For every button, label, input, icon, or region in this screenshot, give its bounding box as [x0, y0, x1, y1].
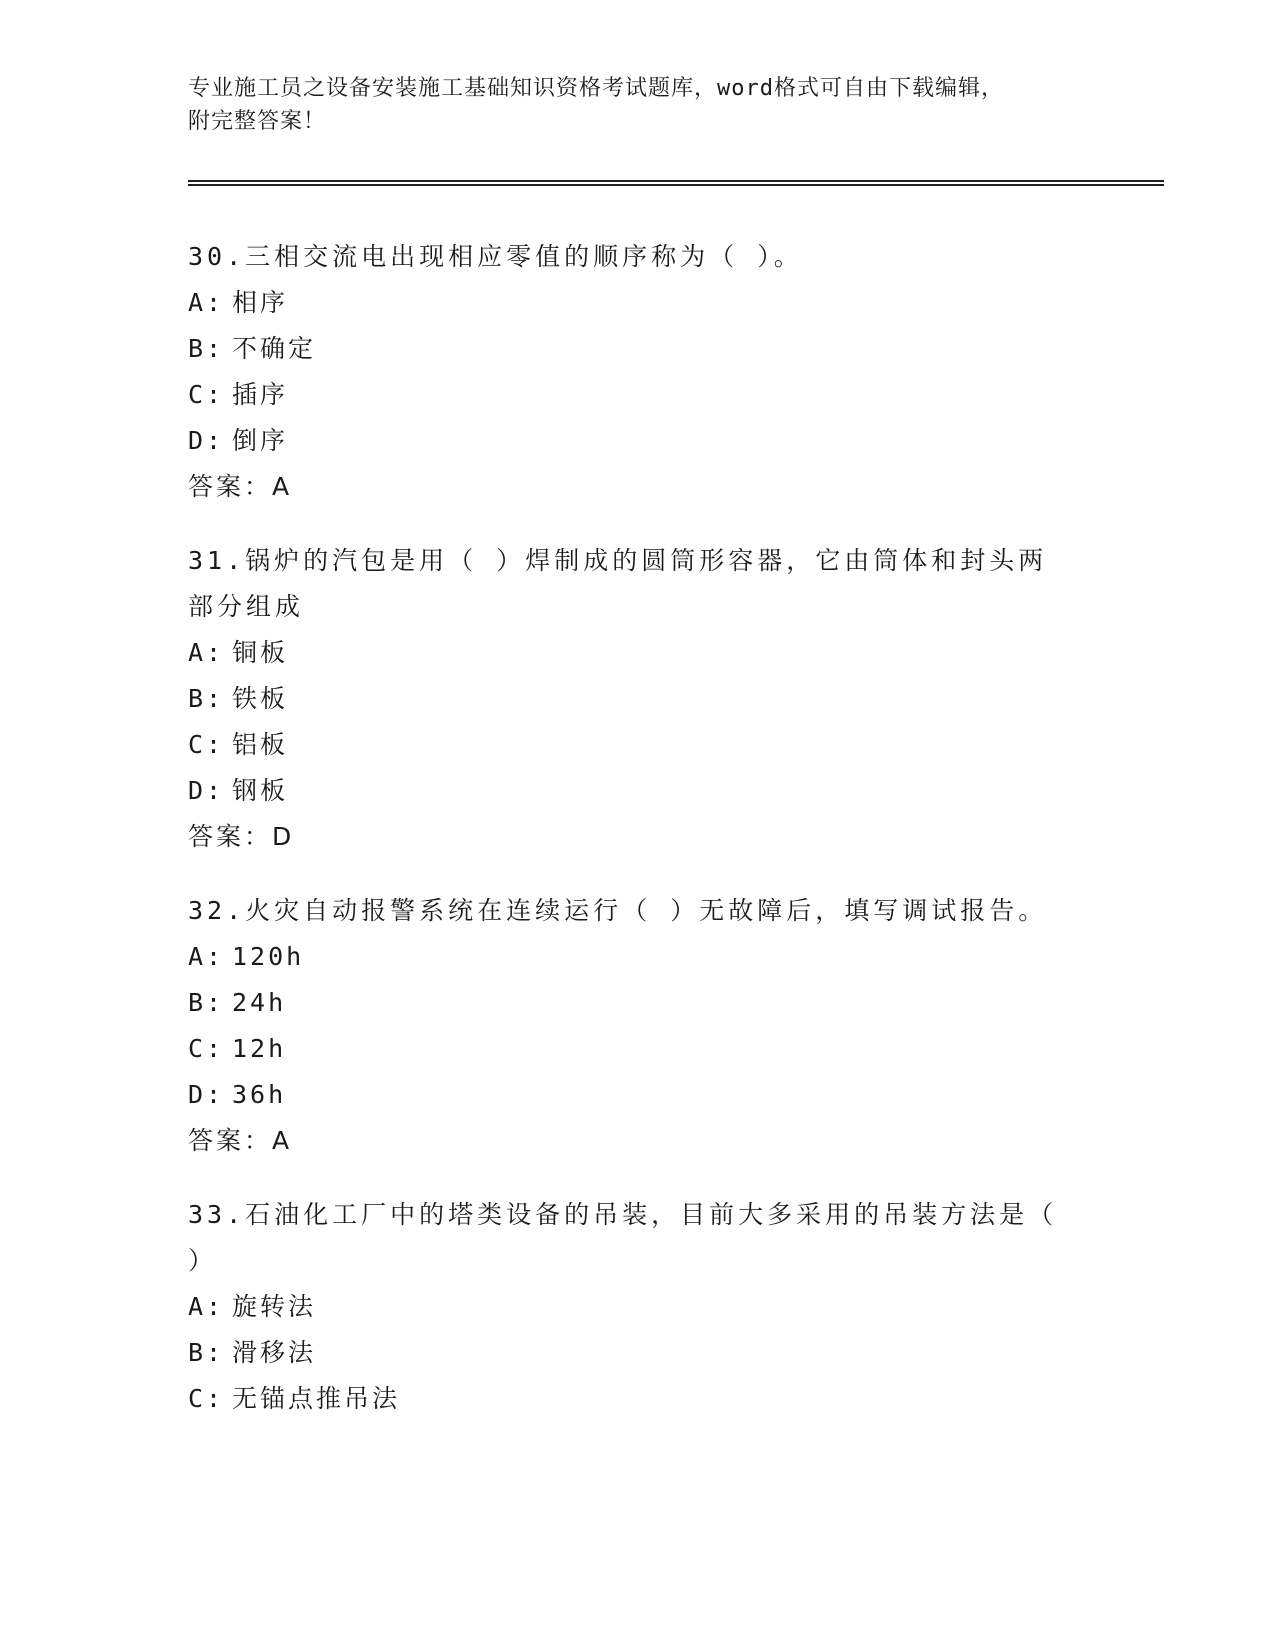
question-stem: 30.三相交流电出现相应零值的顺序称为（ ）。 — [188, 242, 803, 271]
option-text: 120h — [232, 942, 305, 971]
option-text: 旋转法 — [232, 1292, 317, 1321]
question-33 — [188, 1192, 1088, 1422]
document-header — [188, 72, 1068, 138]
option-text: 12h — [232, 1034, 287, 1063]
option-c — [188, 1026, 1088, 1072]
option-letter: D: — [188, 1080, 225, 1109]
option-letter: A: — [188, 638, 225, 667]
question-32 — [188, 888, 1088, 1164]
option-text: 滑移法 — [232, 1338, 317, 1367]
answer-line: 答案：A — [188, 1126, 293, 1155]
question-stem: 32.火灾自动报警系统在连续运行（ ）无故障后，填写调试报告。 — [188, 896, 1048, 925]
question-stem: 33.石油化工厂中的塔类设备的吊装，目前大多采用的吊装方法是（ ） — [188, 1200, 1058, 1275]
question-stem: 31.锅炉的汽包是用（ ）焊制成的圆筒形容器，它由筒体和封头两部分组成 — [188, 546, 1048, 621]
option-letter: B: — [188, 684, 225, 713]
option-text: 倒序 — [232, 426, 289, 455]
question-30 — [188, 234, 1088, 510]
option-text: 钢板 — [232, 776, 289, 805]
header-line-1: 专业施工员之设备安装施工基础知识资格考试题库，word格式可自由下载编辑， — [188, 76, 1004, 101]
option-d — [188, 768, 1088, 814]
option-letter: C: — [188, 380, 225, 409]
option-letter: A: — [188, 942, 225, 971]
option-letter: A: — [188, 1292, 225, 1321]
option-letter: C: — [188, 1384, 225, 1413]
option-text: 24h — [232, 988, 287, 1017]
option-text: 36h — [232, 1080, 287, 1109]
question-list — [188, 234, 1088, 1450]
option-b — [188, 980, 1088, 1026]
option-text: 铁板 — [232, 684, 289, 713]
option-text: 铝板 — [232, 730, 289, 759]
option-c — [188, 372, 1088, 418]
option-letter: C: — [188, 730, 225, 759]
answer-line: 答案：A — [188, 472, 293, 501]
option-letter: D: — [188, 776, 225, 805]
option-a — [188, 280, 1088, 326]
option-text: 不确定 — [232, 334, 317, 363]
answer-line: 答案：D — [188, 822, 295, 851]
option-c — [188, 722, 1088, 768]
option-letter: C: — [188, 1034, 225, 1063]
option-letter: B: — [188, 988, 225, 1017]
option-b — [188, 1330, 1088, 1376]
option-text: 插序 — [232, 380, 289, 409]
option-a — [188, 630, 1088, 676]
option-b — [188, 326, 1088, 372]
option-text: 相序 — [232, 288, 289, 317]
option-d — [188, 1072, 1088, 1118]
option-text: 铜板 — [232, 638, 289, 667]
option-b — [188, 676, 1088, 722]
option-d — [188, 418, 1088, 464]
option-c — [188, 1376, 1088, 1422]
header-divider — [188, 180, 1164, 186]
option-letter: B: — [188, 334, 225, 363]
option-letter: D: — [188, 426, 225, 455]
option-a — [188, 1284, 1088, 1330]
question-31 — [188, 538, 1088, 860]
option-text: 无锚点推吊法 — [232, 1384, 401, 1413]
option-letter: B: — [188, 1338, 225, 1367]
option-a — [188, 934, 1088, 980]
option-letter: A: — [188, 288, 225, 317]
header-line-2: 附完整答案！ — [188, 109, 327, 134]
